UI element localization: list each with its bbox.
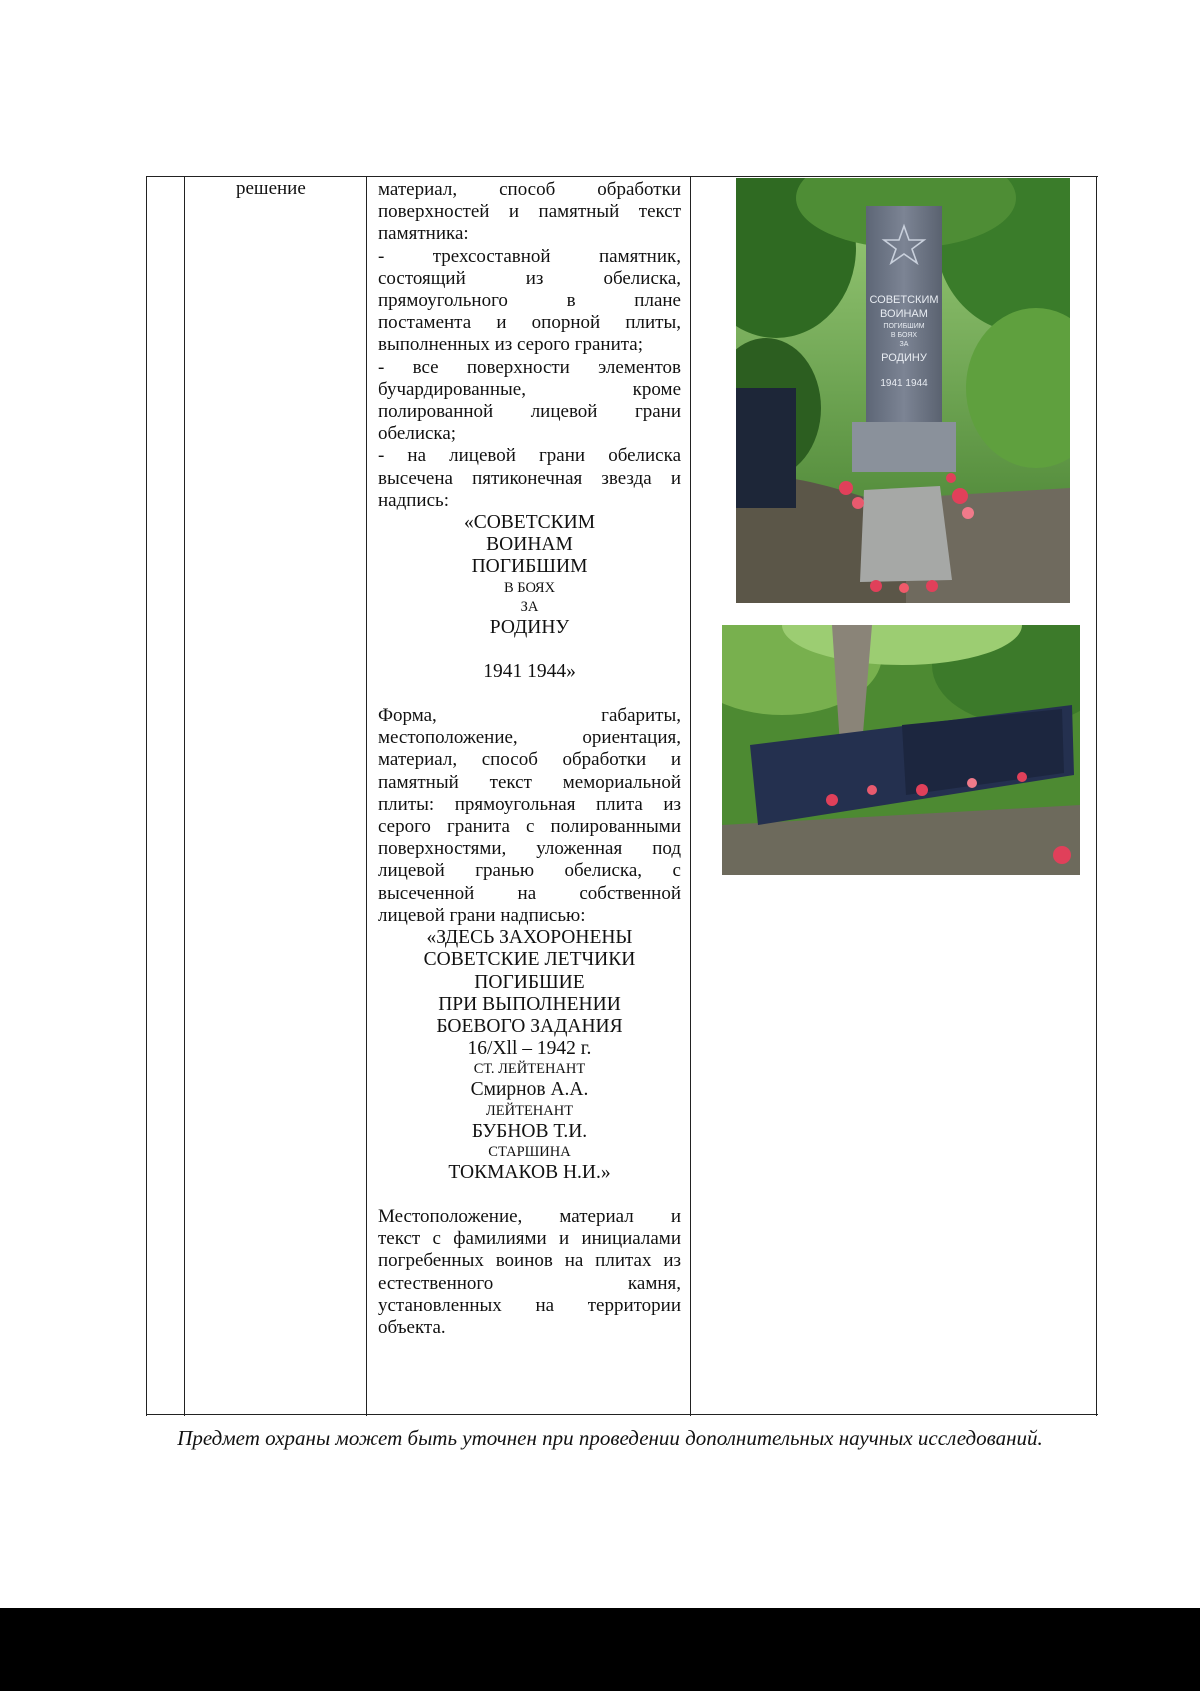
obelisk-inscription-years: 1941 1944» [483, 660, 576, 682]
obelisk-item-line: прямоугольного в плане [378, 290, 681, 312]
table-bottom-border [146, 1414, 1098, 1415]
obelisk-inscription-line: «СОВЕТСКИМ [463, 512, 596, 534]
obelisk-intro-line: материал, способ обработки [378, 179, 681, 200]
slabs-desc-line: установленных на территории [378, 1294, 681, 1316]
slabs-desc-line: естественного камня, [378, 1272, 681, 1294]
obelisk-intro-line: памятника: [378, 223, 469, 245]
obelisk-item-line: постамента и опорной плиты, [378, 312, 681, 334]
description-cell [378, 179, 681, 1339]
plate-desc-line: местоположение, ориентация, [378, 727, 681, 749]
obelisk-text-line: РОДИНУ [881, 352, 927, 364]
obelisk-item-line: высечена пятиконечная звезда и [378, 467, 681, 489]
table-border-right [1096, 176, 1097, 1416]
table-border-left [146, 176, 147, 1416]
obelisk-inscription-line: В БОЯХ [503, 579, 556, 596]
plate-desc-line: плиты: прямоугольная плита из [378, 793, 681, 815]
scan-bottom-band [0, 1608, 1200, 1691]
plate-inscription-line: ПОГИБШИЕ [474, 971, 585, 993]
decision-label: решение [236, 178, 306, 199]
obelisk-inscription-line: ЗА [520, 598, 539, 615]
obelisk-item-line: - трехсоставной памятник, [378, 245, 681, 267]
plate-inscription-line: 16/Xll – 1942 г. [467, 1038, 592, 1060]
obelisk-text-line: ЗА [899, 341, 909, 348]
memorial-plates-photo [722, 625, 1080, 875]
obelisk-item-line: бучардированные, кроме [378, 378, 681, 400]
obelisk-item-line: полированной лицевой грани [378, 401, 681, 423]
obelisk-years: 1941 1944 [880, 378, 928, 389]
slabs-desc-line: текст с фамилиями и инициалами [378, 1228, 681, 1250]
slabs-desc-line: объекта. [378, 1316, 446, 1338]
obelisk-text-line: В БОЯХ [890, 332, 918, 339]
obelisk-text-line: ПОГИБШИМ [883, 323, 925, 330]
memorial-plates-photo-drawing [722, 625, 1080, 875]
plate-desc-line: лицевой гранью обелиска, с [378, 860, 681, 882]
table-divider-3 [690, 176, 691, 1416]
plate-inscription-line: ПРИ ВЫПОЛНЕНИИ [438, 993, 621, 1015]
obelisk-inscription-line: ПОГИБШИМ [471, 556, 588, 578]
plate-desc-line: Форма, габариты, [378, 705, 681, 727]
plate-desc-line: материал, способ обработки и [378, 749, 681, 771]
plate-desc-line: серого гранита с полированными [378, 816, 681, 838]
table-divider-1 [184, 176, 185, 1416]
plate-inscription-line: ЛЕЙТЕНАНТ [485, 1102, 574, 1119]
obelisk-text-line: СОВЕТСКИМ [869, 294, 939, 306]
plate-inscription-line: СТ. ЛЕЙТЕНАНТ [473, 1061, 586, 1078]
plate-desc-line: лицевой грани надписью: [378, 904, 586, 926]
plate-inscription-line: СОВЕТСКИЕ ЛЕТЧИКИ [423, 949, 636, 971]
plate-desc-line: памятный текст мемориальной [378, 771, 681, 793]
obelisk-photo-drawing [736, 178, 1070, 603]
plate-inscription-line: СТАРШИНА [488, 1143, 571, 1160]
plate-inscription-line: БОЕВОГО ЗАДАНИЯ [436, 1015, 623, 1037]
obelisk-inscription-line: РОДИНУ [489, 616, 570, 638]
plate-inscription-line: «ЗДЕСЬ ЗАХОРОНЕНЫ [426, 927, 633, 949]
table-divider-2 [366, 176, 367, 1416]
obelisk-item-line: обелиска; [378, 423, 457, 445]
obelisk-intro-line: поверхностей и памятный текст [378, 201, 681, 223]
obelisk-photo [736, 178, 1070, 603]
obelisk-item-line: выполненных из серого гранита; [378, 334, 643, 356]
obelisk-item-line: надпись: [378, 489, 449, 511]
table-top-border [146, 176, 1098, 177]
obelisk-item-line: состоящий из обелиска, [378, 267, 681, 289]
obelisk-item-line: - все поверхности элементов [378, 356, 681, 378]
obelisk-item-line: - на лицевой грани обелиска [378, 445, 681, 467]
protection-note-caption: Предмет охраны может быть уточнен при проведении дополнительных научных исследований. [177, 1426, 1043, 1450]
obelisk-inscription-line: ВОИНАМ [486, 534, 573, 556]
plate-inscription-line: Смирнов А.А. [470, 1079, 589, 1101]
slabs-desc-line: погребенных воинов на плитах из [378, 1250, 681, 1272]
slabs-desc-line: Местоположение, материал и [378, 1205, 681, 1227]
obelisk-text-line: ВОИНАМ [880, 308, 928, 320]
plate-inscription-line: ТОКМАКОВ Н.И.» [448, 1161, 611, 1183]
plate-desc-line: поверхностями, уложенная под [378, 838, 681, 860]
plate-inscription-line: БУБНОВ Т.И. [471, 1120, 588, 1142]
plate-desc-line: высеченной на собственной [378, 882, 681, 904]
